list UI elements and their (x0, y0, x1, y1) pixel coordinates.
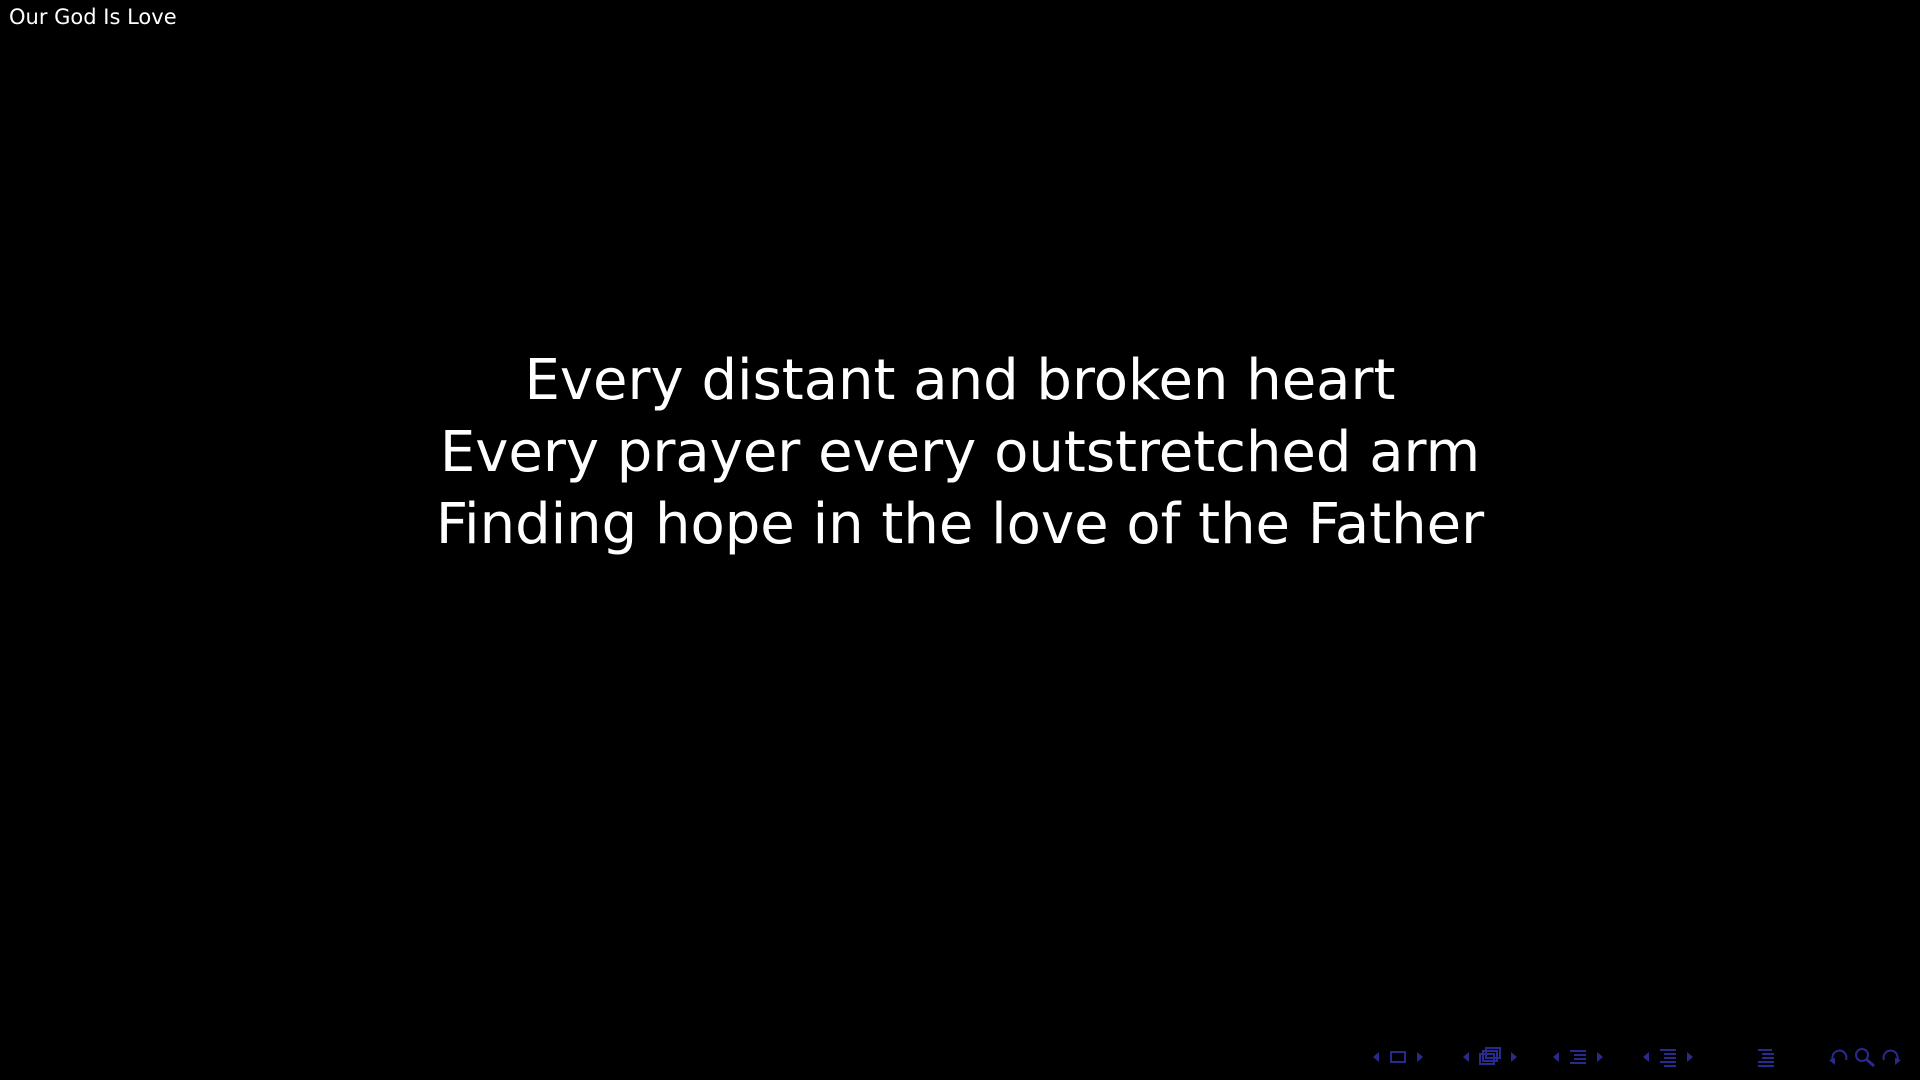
next-section-icon[interactable] (1594, 1044, 1606, 1070)
next-subsection-icon[interactable] (1508, 1044, 1520, 1070)
forward-icon[interactable] (1878, 1044, 1904, 1070)
document-icon[interactable] (1656, 1044, 1680, 1070)
search-icon[interactable] (1852, 1044, 1878, 1070)
back-icon[interactable] (1826, 1044, 1852, 1070)
lyric-line-1: Every distant and broken heart (524, 348, 1396, 413)
next-document-icon[interactable] (1684, 1044, 1696, 1070)
frame-icon[interactable] (1388, 1044, 1410, 1070)
prev-subsection-icon[interactable] (1460, 1044, 1472, 1070)
navigation-bar (1370, 1044, 1910, 1070)
lyrics-block (0, 345, 1920, 561)
lyric-line-2: Every prayer every outstretched arm (439, 420, 1481, 485)
prev-frame-icon[interactable] (1370, 1044, 1382, 1070)
section-icon[interactable] (1566, 1044, 1590, 1070)
prev-section-icon[interactable] (1550, 1044, 1562, 1070)
subsection-icon[interactable] (1476, 1044, 1504, 1070)
lyric-line-3: Finding hope in the love of the Father (435, 492, 1485, 557)
prev-document-icon[interactable] (1640, 1044, 1652, 1070)
toc-icon[interactable] (1754, 1044, 1778, 1070)
next-frame-icon[interactable] (1414, 1044, 1426, 1070)
frame-title: Our God Is Love (9, 5, 177, 29)
